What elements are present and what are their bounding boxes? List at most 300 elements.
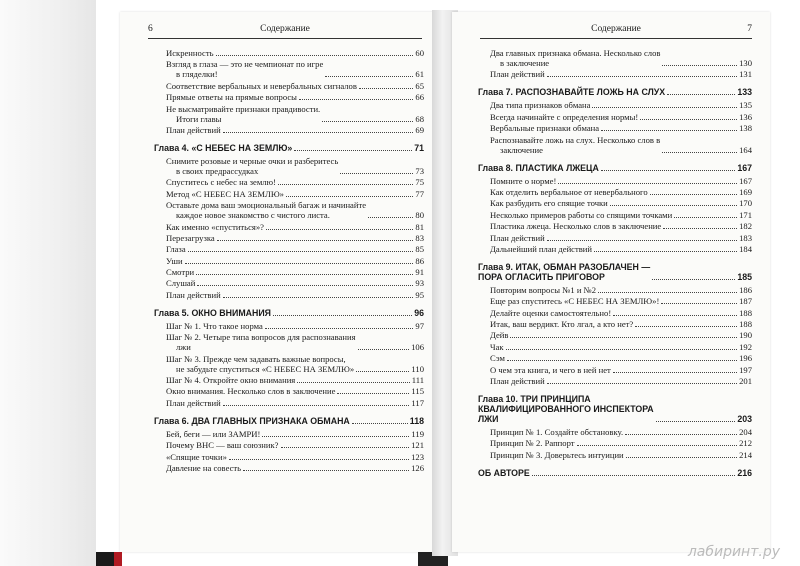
- leader-dots: [577, 445, 738, 446]
- toc-page-number: 192: [739, 341, 752, 352]
- toc-entry-title: [490, 112, 638, 122]
- toc-entry-title: [166, 354, 354, 374]
- leader-dots: [340, 173, 413, 174]
- toc-entry-title: [478, 394, 654, 424]
- toc-page-number: 184: [739, 243, 752, 254]
- toc-entry-row: [478, 69, 752, 79]
- toc-chapter-row: [154, 416, 424, 426]
- toc-entry-row: [478, 210, 752, 220]
- toc-entry-title: [490, 210, 672, 220]
- leader-dots: [601, 170, 735, 171]
- toc-entry-line: Два главных признака обмана. Несколько слов: [490, 48, 661, 58]
- toc-page-number: 201: [739, 376, 752, 387]
- toc-page-number: 110: [411, 363, 424, 374]
- toc-entry-title: [490, 285, 596, 295]
- toc-page-number: 65: [415, 80, 424, 91]
- leader-dots: [359, 88, 414, 89]
- toc-entry-title: [154, 416, 350, 426]
- toc-entry-line: КВАЛИФИЦИРОВАННОГО ИНСПЕКТОРА: [478, 404, 654, 415]
- toc-entry-line: Окно внимания. Несколько слов в заключение: [166, 386, 336, 397]
- leader-dots: [217, 240, 414, 241]
- toc-entry-title: [478, 262, 650, 282]
- toc-entry-line: Еще раз спуститесь «С НЕБЕС НА ЗЕМЛЮ»!: [490, 296, 660, 307]
- toc-entry-line: Два типа признаков обмана: [490, 100, 591, 111]
- toc-entry-row: [154, 256, 424, 266]
- toc-entry-line: Метод «С НЕБЕС НА ЗЕМЛЮ»: [166, 188, 284, 199]
- running-head: [148, 24, 422, 39]
- leader-dots: [592, 107, 737, 108]
- toc-page-number: 203: [737, 414, 752, 425]
- toc-page-number: 167: [737, 162, 752, 173]
- toc-entry-row: [478, 427, 752, 437]
- toc-page-number: 77: [415, 188, 424, 199]
- toc-page-number: 68: [415, 113, 424, 124]
- leader-dots: [598, 292, 737, 293]
- toc-page-number: 95: [415, 289, 424, 300]
- toc-entry-row: [478, 123, 752, 133]
- leader-dots: [613, 315, 737, 316]
- toc-entry-line: Делайте оценки самостоятельно!: [490, 307, 612, 318]
- toc-page-number: 196: [739, 353, 752, 364]
- toc-page-number: 119: [411, 428, 424, 439]
- toc-entry-line: Глава 10. ТРИ ПРИНЦИПА: [478, 394, 591, 405]
- toc-entry-title: [490, 296, 659, 306]
- toc-entry-row: [154, 156, 424, 176]
- toc-chapter-row: [154, 308, 424, 318]
- toc-entry-row: [478, 187, 752, 197]
- leader-dots: [663, 228, 737, 229]
- toc-entry-line: О чем эта книга, и чего в ней нет: [490, 364, 611, 375]
- leader-dots: [662, 65, 737, 66]
- toc-list: [478, 48, 752, 481]
- toc-entry-title: [166, 321, 263, 331]
- toc-entry-line: не забудьте спуститься «С НЕБЕС НА ЗЕМЛЮ»: [176, 363, 355, 374]
- toc-entry-title: [166, 92, 297, 102]
- toc-entry-line: Глава 4. «С НЕБЕС НА ЗЕМЛЮ»: [154, 142, 293, 153]
- toc-entry-line: в гляделки!: [176, 69, 218, 80]
- toc-entry-title: [490, 233, 545, 243]
- toc-entry-row: [478, 285, 752, 295]
- toc-entry-line: Принцип № 1. Создайте обстановку.: [490, 427, 624, 438]
- toc-entry-line: План действий: [490, 232, 545, 243]
- toc-entry-row: [154, 386, 424, 396]
- toc-entry-title: [166, 233, 215, 243]
- toc-entry-line: «Спящие точки»: [166, 451, 227, 462]
- toc-entry-line: Бей, беги — или ЗАМРИ!: [166, 428, 261, 439]
- toc-entry-line: Снимите розовые и черные очки и разберитесь: [166, 155, 339, 166]
- leader-dots: [196, 274, 413, 275]
- toc-entry-row: [478, 233, 752, 243]
- toc-entry-title: [166, 278, 195, 288]
- toc-entry-row: [478, 48, 752, 68]
- toc-page-number: 133: [737, 87, 752, 98]
- toc-page-number: 197: [739, 364, 752, 375]
- toc-entry-row: [154, 429, 424, 439]
- toc-entry-title: [166, 440, 279, 450]
- toc-page-number: 130: [739, 58, 752, 68]
- toc-entry-line: Смотри: [166, 267, 195, 278]
- toc-page-number: 118: [409, 415, 424, 426]
- toc-entry-row: [478, 450, 752, 460]
- toc-entry-title: [478, 468, 530, 478]
- toc-entry-line: Глава 7. РАСПОЗНАВАЙТЕ ЛОЖЬ НА СЛУХ: [478, 87, 666, 98]
- toc-entry-title: [490, 376, 545, 386]
- toc-page-number: 185: [737, 271, 752, 282]
- toc-entry-row: [478, 376, 752, 386]
- toc-page-number: 97: [415, 320, 424, 331]
- toc-entry-line: Глава 5. ОКНО ВНИМАНИЯ: [154, 307, 271, 318]
- toc-entry-line: Уши: [166, 255, 183, 266]
- toc-page-number: 136: [739, 111, 752, 122]
- toc-entry-line: Пластика лжеца. Несколько слов в заключение: [490, 221, 662, 232]
- toc-page-number: 81: [415, 221, 424, 232]
- toc-entry-title: [154, 308, 271, 318]
- leader-dots: [656, 421, 736, 422]
- leader-dots: [297, 382, 409, 383]
- toc-page-number: 188: [739, 319, 752, 330]
- toc-entry-title: [490, 176, 556, 186]
- leader-dots: [558, 183, 737, 184]
- toc-entry-line: Искренность: [166, 48, 214, 58]
- toc-entry-row: [154, 125, 424, 135]
- toc-entry-title: [490, 450, 624, 460]
- toc-entry-line: Оставьте дома ваш эмоциональный багаж и начинайте: [166, 200, 367, 211]
- toc-entry-row: [478, 100, 752, 110]
- leader-dots: [278, 184, 414, 185]
- toc-entry-title: [490, 319, 633, 329]
- leader-dots: [223, 132, 414, 133]
- toc-entry-title: [166, 429, 260, 439]
- toc-entry-title: [166, 256, 183, 266]
- toc-entry-line: Шаг № 1. Что такое норма: [166, 320, 263, 331]
- toc-entry-line: Глаза: [166, 244, 186, 255]
- toc-entry-row: [154, 92, 424, 102]
- toc-entry-line: Не высматривайте признаки правдивости.: [166, 103, 321, 114]
- leader-dots: [610, 205, 737, 206]
- toc-entry-line: Вербальные признаки обмана: [490, 123, 600, 134]
- leader-dots: [625, 434, 737, 435]
- toc-entry-row: [154, 222, 424, 232]
- toc-entry-line: Несколько примеров работы со спящими точками: [490, 209, 673, 220]
- toc-entry-row: [478, 308, 752, 318]
- toc-page-number: 187: [739, 296, 752, 307]
- toc-entry-title: [166, 125, 221, 135]
- toc-entry-line: План действий: [166, 289, 221, 300]
- toc-entry-line: Глава 9. ИТАК, ОБМАН РАЗОБЛАЧЕН —: [478, 261, 651, 272]
- toc-entry-title: [490, 427, 623, 437]
- toc-chapter-row: [478, 262, 752, 282]
- leader-dots: [273, 315, 412, 316]
- leader-dots: [547, 240, 737, 241]
- binding-ribbon: [114, 552, 122, 566]
- toc-entry-title: [166, 386, 335, 396]
- toc-list: [154, 48, 424, 474]
- leader-dots: [229, 459, 409, 460]
- toc-entry-row: [154, 267, 424, 277]
- toc-entry-row: [154, 233, 424, 243]
- toc-page-number: 73: [415, 165, 424, 176]
- leader-dots: [507, 360, 737, 361]
- toc-page-number: 71: [414, 142, 424, 153]
- toc-entry-title: [490, 69, 545, 79]
- toc-entry-title: [166, 222, 264, 232]
- toc-entry-line: Шаг № 4. Откройте окно внимания: [166, 375, 296, 386]
- toc-entry-title: [166, 375, 295, 385]
- leader-dots: [613, 372, 737, 373]
- toc-entry-title: [166, 463, 241, 473]
- toc-entry-title: [166, 200, 366, 220]
- toc-page-number: 126: [411, 462, 424, 473]
- toc-entry-line: Дейв: [490, 330, 509, 341]
- toc-entry-line: Чак: [490, 341, 504, 352]
- toc-entry-title: [478, 163, 599, 173]
- toc-page-number: 170: [739, 198, 752, 209]
- leader-dots: [281, 447, 410, 448]
- toc-entry-title: [490, 48, 660, 68]
- toc-entry-line: Как разбудить его спящие точки: [490, 198, 608, 209]
- watermark: лабиринт.ру: [687, 544, 780, 560]
- toc-page-number: 138: [739, 123, 752, 134]
- toc-entry-title: [166, 177, 276, 187]
- toc-entry-title: [166, 156, 338, 176]
- right-page: [452, 12, 770, 552]
- toc-page-number: 212: [739, 438, 752, 449]
- toc-entry-line: План действий: [166, 124, 221, 135]
- toc-page-number: 186: [739, 284, 752, 295]
- toc-entry-title: [490, 221, 661, 231]
- toc-entry-row: [478, 365, 752, 375]
- toc-entry-line: Глава 6. ДВА ГЛАВНЫХ ПРИЗНАКА ОБМАНА: [154, 415, 350, 426]
- leader-dots: [286, 196, 413, 197]
- toc-entry-row: [478, 176, 752, 186]
- toc-entry-row: [154, 48, 424, 58]
- leader-dots: [216, 55, 414, 56]
- toc-entry-row: [478, 319, 752, 329]
- running-head: [480, 24, 752, 39]
- toc-entry-line: в заключение: [500, 58, 550, 68]
- toc-page-number: 60: [415, 48, 424, 58]
- toc-page-number: 96: [414, 307, 424, 318]
- toc-entry-title: [166, 452, 227, 462]
- toc-page-number: 216: [737, 467, 752, 478]
- toc-entry-row: [154, 59, 424, 79]
- toc-entry-line: Почему ВНС — ваш союзник?: [166, 440, 279, 451]
- page-number: 6: [148, 24, 153, 34]
- toc-page-number: 66: [415, 92, 424, 103]
- toc-entry-line: Давление на совесть: [166, 462, 242, 473]
- toc-entry-row: [478, 353, 752, 363]
- toc-entry-title: [490, 198, 608, 208]
- leader-dots: [667, 94, 735, 95]
- toc-entry-title: [166, 59, 323, 79]
- toc-chapter-row: [478, 163, 752, 173]
- toc-entry-row: [478, 135, 752, 155]
- leader-dots: [352, 423, 408, 424]
- toc-entry-line: Как именно «спуститься»?: [166, 221, 264, 232]
- toc-entry-row: [154, 244, 424, 254]
- toc-entry-line: Итак, ваш вердикт. Кто лгал, а кто нет?: [490, 319, 634, 330]
- toc-page-number: 69: [415, 124, 424, 135]
- leader-dots: [547, 76, 737, 77]
- leader-dots: [337, 393, 409, 394]
- leader-dots: [358, 349, 410, 350]
- leader-dots: [299, 99, 413, 100]
- toc-entry-row: [154, 177, 424, 187]
- toc-page-number: 80: [415, 210, 424, 221]
- leader-dots: [325, 76, 413, 77]
- leader-dots: [262, 436, 409, 437]
- toc-entry-row: [154, 375, 424, 385]
- toc-page-number: 75: [415, 177, 424, 188]
- toc-entry-row: [154, 354, 424, 374]
- leader-dots: [601, 130, 737, 131]
- toc-page-number: 167: [739, 175, 752, 186]
- toc-entry-row: [478, 112, 752, 122]
- leader-dots: [223, 297, 414, 298]
- leader-dots: [506, 349, 738, 350]
- toc-page-number: 123: [411, 451, 424, 462]
- leader-dots: [532, 475, 736, 476]
- toc-entry-row: [154, 104, 424, 124]
- toc-page-number: 91: [415, 267, 424, 278]
- toc-page-number: 169: [739, 186, 752, 197]
- toc-entry-title: [490, 135, 660, 155]
- toc-entry-row: [154, 200, 424, 220]
- toc-page-number: 93: [415, 278, 424, 289]
- toc-chapter-row: [478, 468, 752, 478]
- toc-chapter-row: [154, 143, 424, 153]
- toc-page-number: 214: [739, 449, 752, 460]
- leader-dots: [510, 337, 737, 338]
- toc-entry-line: План действий: [166, 397, 221, 408]
- toc-entry-title: [490, 100, 590, 110]
- toc-entry-title: [490, 353, 505, 363]
- toc-entry-title: [166, 290, 221, 300]
- toc-entry-row: [478, 342, 752, 352]
- toc-entry-line: Помните о норме!: [490, 175, 557, 186]
- leader-dots: [356, 371, 409, 372]
- leader-dots: [266, 229, 413, 230]
- leader-dots: [674, 217, 737, 218]
- toc-entry-line: Прямые ответы на прямые вопросы: [166, 92, 297, 103]
- toc-page-number: 204: [739, 427, 752, 438]
- toc-entry-title: [490, 244, 592, 254]
- toc-page-number: 135: [739, 100, 752, 111]
- toc-page-number: 106: [411, 342, 424, 353]
- toc-entry-line: Глава 8. ПЛАСТИКА ЛЖЕЦА: [478, 162, 599, 173]
- toc-entry-line: в своих предрассудках: [176, 165, 259, 176]
- toc-entry-title: [478, 87, 665, 97]
- leader-dots: [265, 328, 414, 329]
- toc-entry-line: Шаг № 3. Прежде чем задавать важные вопросы,: [166, 353, 346, 364]
- toc-entry-row: [154, 440, 424, 450]
- leader-dots: [635, 326, 737, 327]
- toc-entry-row: [478, 244, 752, 254]
- leader-dots: [243, 470, 409, 471]
- toc-entry-line: Принцип № 3. Доверьтесь интуиции: [490, 449, 624, 460]
- toc-entry-title: [166, 48, 214, 58]
- toc-entry-title: [166, 244, 186, 254]
- toc-entry-line: Спуститесь с небес на землю!: [166, 177, 276, 188]
- toc-entry-line: Шаг № 2. Четыре типа вопросов для распознавания: [166, 332, 356, 343]
- toc-entry-line: ОБ АВТОРЕ: [478, 467, 530, 478]
- toc-entry-title: [490, 187, 648, 197]
- toc-entry-line: План действий: [490, 376, 545, 387]
- toc-page-number: 83: [415, 232, 424, 243]
- toc-entry-title: [490, 123, 599, 133]
- toc-page-number: 131: [739, 69, 752, 80]
- toc-entry-line: заключение: [500, 144, 543, 155]
- leader-dots: [626, 457, 737, 458]
- leader-dots: [197, 285, 413, 286]
- toc-entry-line: лжи: [176, 342, 191, 353]
- leader-dots: [188, 251, 414, 252]
- toc-entry-row: [154, 81, 424, 91]
- toc-entry-title: [166, 81, 357, 91]
- toc-entry-line: Всегда начинайте с определения нормы!: [490, 111, 639, 122]
- toc-entry-row: [154, 290, 424, 300]
- toc-entry-row: [154, 398, 424, 408]
- toc-entry-line: План действий: [490, 69, 545, 80]
- toc-chapter-row: [478, 394, 752, 424]
- toc-entry-title: [166, 104, 320, 124]
- toc-entry-row: [478, 221, 752, 231]
- leader-dots: [185, 263, 414, 264]
- toc-chapter-row: [478, 87, 752, 97]
- leader-dots: [294, 150, 412, 151]
- toc-page-number: 121: [411, 440, 424, 451]
- leader-dots: [594, 251, 737, 252]
- toc-entry-row: [154, 189, 424, 199]
- toc-entry-line: Распознавайте ложь на слух. Несколько слов в: [490, 134, 661, 145]
- leader-dots: [662, 152, 737, 153]
- leader-dots: [547, 383, 737, 384]
- toc-entry-line: Повторим вопросы №1 и №2: [490, 284, 597, 295]
- toc-entry-line: ЛЖИ: [478, 414, 499, 425]
- running-head-title: Содержание: [591, 24, 641, 34]
- toc-page-number: 171: [739, 209, 752, 220]
- toc-entry-line: ПОРА ОГЛАСИТЬ ПРИГОВОР: [478, 271, 605, 282]
- toc-entry-row: [154, 278, 424, 288]
- toc-entry-title: [490, 438, 575, 448]
- toc-page-number: 86: [415, 255, 424, 266]
- book-edge: [0, 0, 96, 566]
- toc-entry-line: Слушай: [166, 278, 196, 289]
- toc-page-number: 115: [411, 386, 424, 397]
- toc-page-number: 164: [739, 144, 752, 155]
- toc-entry-title: [166, 267, 194, 277]
- toc-entry-row: [154, 452, 424, 462]
- toc-entry-title: [490, 365, 611, 375]
- toc-page-number: 188: [739, 307, 752, 318]
- toc-entry-title: [154, 143, 292, 153]
- running-head-title: Содержание: [260, 24, 310, 34]
- toc-page-number: 117: [411, 397, 424, 408]
- toc-entry-title: [490, 330, 508, 340]
- toc-page-number: 183: [739, 232, 752, 243]
- toc-entry-title: [166, 332, 356, 352]
- leader-dots: [223, 405, 410, 406]
- toc-page-number: 182: [739, 221, 752, 232]
- toc-entry-row: [154, 321, 424, 331]
- leader-dots: [322, 121, 413, 122]
- toc-entry-row: [478, 330, 752, 340]
- leader-dots: [661, 303, 737, 304]
- toc-entry-title: [490, 308, 611, 318]
- toc-entry-row: [478, 198, 752, 208]
- toc-entry-line: Взгляд в глаза — это не чемпионат по игре: [166, 59, 324, 70]
- binding-strip: [96, 552, 114, 566]
